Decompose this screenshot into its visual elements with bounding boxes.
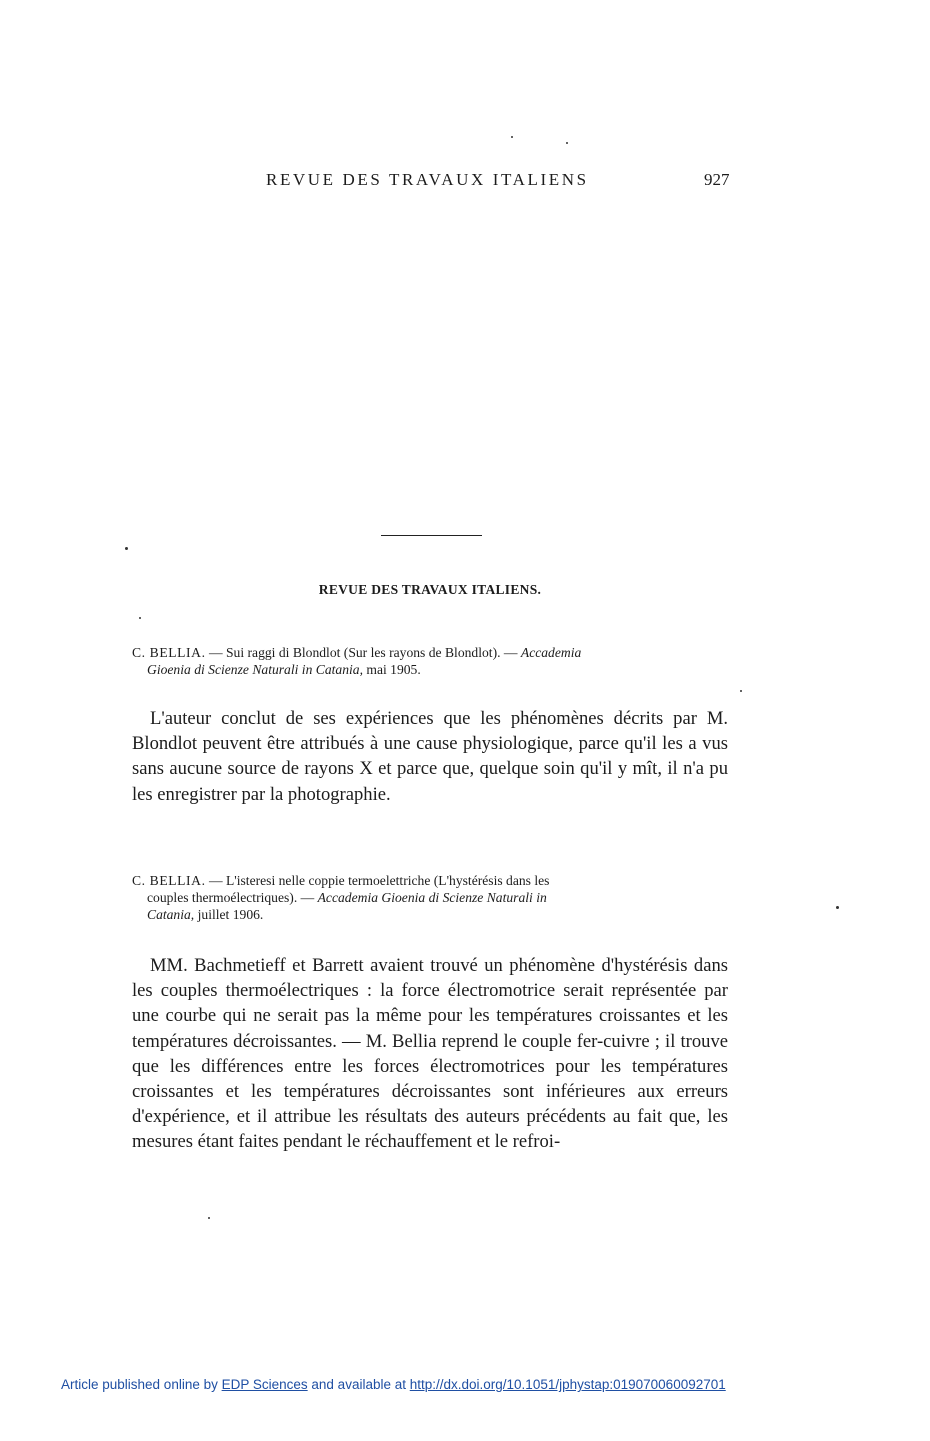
scan-speck	[511, 136, 513, 138]
reference-author: C. BELLIA.	[132, 873, 206, 888]
scan-speck	[566, 142, 568, 144]
running-title: REVUE DES TRAVAUX ITALIENS	[266, 170, 589, 189]
reference-title: Sui raggi di Blondlot (Sur les rayons de Blondlot).	[225, 645, 501, 660]
reference-source-continued: Gioenia di Scienze Naturali in Catania,	[147, 662, 363, 677]
section-divider	[381, 535, 482, 536]
publication-footer	[61, 1377, 726, 1392]
paragraph-text: MM. Bachmetieff et Barrett avaient trouvé un phénomène d'hystérésis dans les couples thermoélectriques : la force électromotrice serait représentée par une courbe qui ne serait pas la même pour les températures croissantes et les températures décroissantes. — M. Bellia reprend le couple fer-cuivre ; il trouve que les différences entre les forces électromotrices pour les températures croissantes et les températures décroissantes sont inférieures aux erreurs d'expérience, et il attribue les résultats des auteurs précédents au fait que, les mesures étant faites pendant le réchauffement et le refroi-	[132, 955, 728, 1153]
page-number: 927	[704, 170, 730, 189]
scan-speck	[208, 1217, 210, 1219]
reference-date: juillet 1906.	[194, 907, 264, 922]
scan-speck	[836, 906, 839, 909]
scan-speck	[740, 690, 742, 692]
reference-author: C. BELLIA.	[132, 645, 206, 660]
paragraph-1	[132, 706, 728, 807]
reference-date: mai 1905.	[362, 662, 421, 677]
reference-separator: —	[500, 645, 521, 660]
doi-link[interactable]: http://dx.doi.org/10.1051/jphystap:019070060092701	[409, 1377, 726, 1392]
reference-dash: —	[205, 645, 226, 660]
publisher-link[interactable]: EDP Sciences	[221, 1377, 308, 1392]
reference-source: Accademia	[520, 645, 582, 660]
reference-title: L'isteresi nelle coppie termoelettriche (L'hystérésis dans les	[225, 873, 550, 888]
reference-entry-2	[132, 872, 728, 923]
footer-prefix: Article published online by	[61, 1377, 222, 1392]
footer-middle: and available at	[307, 1377, 410, 1392]
reference-entry-1	[132, 644, 728, 678]
reference-source-continued: Catania,	[147, 907, 195, 922]
reference-dash: —	[205, 873, 226, 888]
scan-speck	[139, 617, 141, 619]
reference-separator: —	[297, 890, 318, 905]
section-heading: REVUE DES TRAVAUX ITALIENS.	[318, 582, 542, 597]
paragraph-text: L'auteur conclut de ses expériences que les phénomènes décrits par M. Blondlot peuvent être attribués à une cause physiologique, parce qu'il les a vus sans aucune source de rayons X et parce que, quelque soin qu'il y mît, il n'a pu les enregistrer par la photographie.	[132, 708, 728, 805]
paragraph-2	[132, 953, 728, 1155]
reference-source: Accademia Gioenia di Scienze Naturali in	[317, 890, 547, 905]
reference-title-continued: couples thermoélectriques).	[147, 890, 298, 905]
scan-speck	[125, 547, 128, 550]
